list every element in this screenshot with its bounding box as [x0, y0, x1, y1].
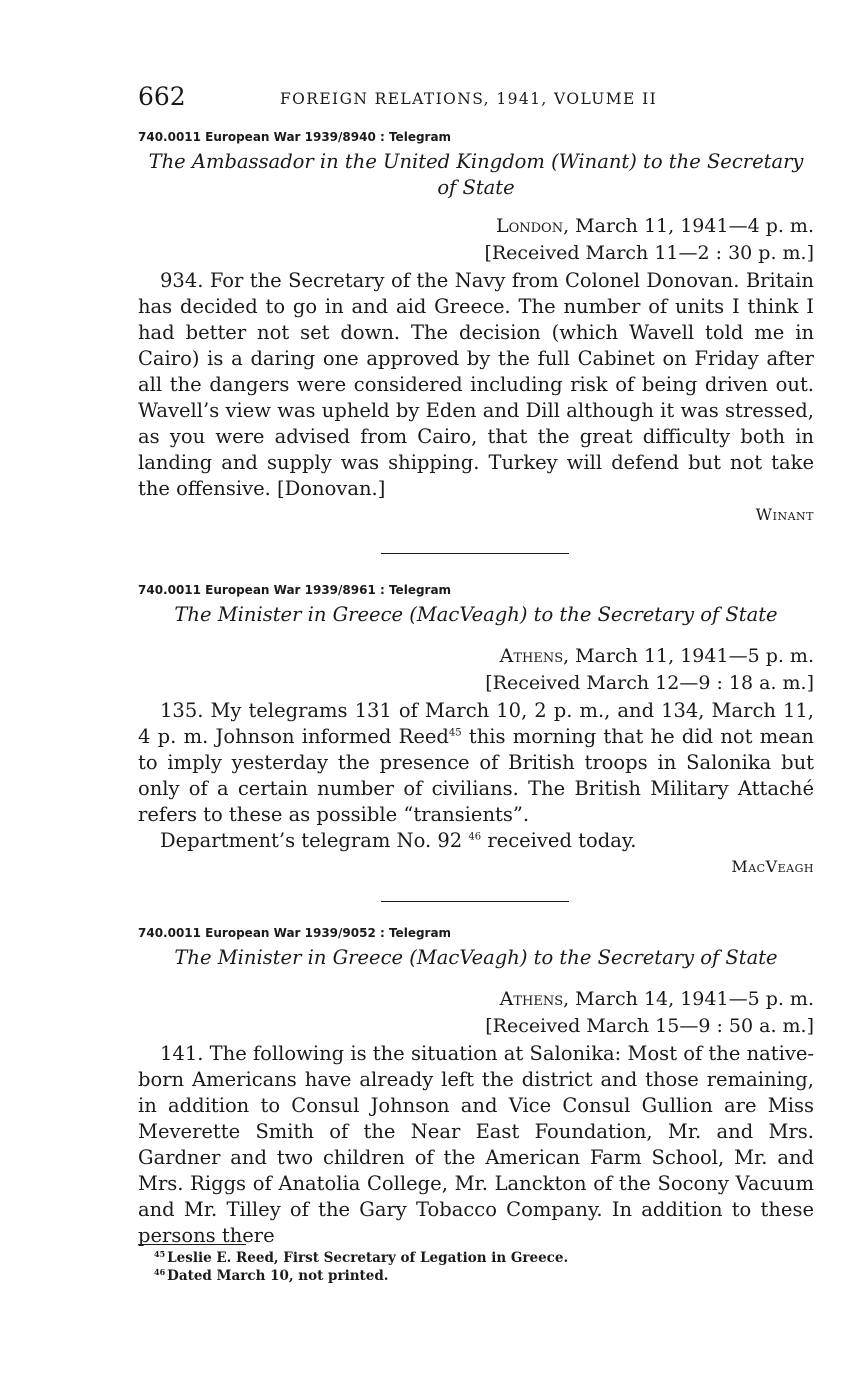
footnote-rule	[138, 1244, 246, 1245]
paragraph-text: received today.	[481, 829, 637, 852]
dateline-date: , March 14, 1941—5 p. m.	[563, 988, 814, 1010]
footnote-46	[154, 1267, 814, 1285]
section-divider	[381, 901, 569, 902]
file-reference: 740.0011 European War 1939/9052 : Telegram	[138, 926, 452, 940]
footnote-text: Leslie E. Reed, First Secretary of Legation in Greece.	[167, 1250, 569, 1266]
footnote-mark: 45	[154, 1248, 166, 1259]
received-note: [Received March 11—2 : 30 p. m.]	[484, 242, 814, 264]
telegram-135	[138, 582, 814, 878]
body-paragraph	[138, 698, 814, 828]
telegram-body	[138, 698, 814, 854]
telegram-body	[138, 1041, 814, 1249]
page-number: 662	[138, 82, 186, 111]
dateline	[138, 643, 814, 697]
telegram-141	[138, 925, 814, 1249]
file-reference: 740.0011 European War 1939/8940 : Telegram	[138, 130, 452, 144]
telegram-934	[138, 129, 814, 526]
paragraph-text: Department’s telegram No. 92	[160, 829, 463, 852]
signature: MacVeagh	[731, 857, 814, 876]
signature: Winant	[755, 505, 814, 524]
footnote-ref-46: 46	[468, 831, 482, 843]
dateline-place: London	[495, 215, 564, 237]
file-reference: 740.0011 European War 1939/8961 : Telegram	[138, 583, 452, 597]
running-header	[138, 82, 814, 114]
dateline	[138, 213, 814, 267]
paragraph-text: this morning that he did not mean to imply yesterday the presence of British troops in Salonika but only of a certain number of civilians. The British Military Attaché refers to these as possible “transients”.	[138, 725, 814, 826]
telegram-body	[138, 268, 814, 502]
telegram-heading: The Minister in Greece (MacVeagh) to the Secretary of State	[174, 946, 778, 969]
footnote-mark: 46	[154, 1266, 166, 1277]
running-title: FOREIGN RELATIONS, 1941, VOLUME II	[280, 90, 658, 108]
telegram-heading: The Minister in Greece (MacVeagh) to the Secretary of State	[174, 603, 778, 626]
dateline	[138, 986, 814, 1040]
footnote-45	[154, 1249, 814, 1267]
dateline-place: Athens	[499, 988, 564, 1010]
dateline-date: , March 11, 1941—4 p. m.	[563, 215, 814, 237]
dateline-date: , March 11, 1941—5 p. m.	[563, 645, 814, 667]
footnote-text: Dated March 10, not printed.	[167, 1268, 389, 1284]
footnotes	[154, 1249, 814, 1285]
received-note: [Received March 15—9 : 50 a. m.]	[485, 1015, 814, 1037]
body-paragraph: 934. For the Secretary of the Navy from Colonel Donovan. Britain has decided to go in and aid Greece. The number of units I think I had better not set down. The decision (which Wavell told me in Cairo) is a daring one approved by the full Cabinet on Friday after all the dangers were considered including risk of being driven out. Wavell’s view was upheld by Eden and Dill although it was stressed, as you were advised from Cairo, that the great difficulty both in landing and supply was shipping. Turkey will defend but not take the offensive. [Donovan.]	[138, 269, 814, 500]
received-note: [Received March 12—9 : 18 a. m.]	[485, 672, 814, 694]
footnote-ref-45: 45	[448, 727, 462, 739]
telegram-heading: The Ambassador in the United Kingdom (Winant) to the Secretary of State	[148, 150, 804, 199]
section-divider	[381, 553, 569, 554]
body-paragraph: 141. The following is the situation at Salonika: Most of the native-born Americans have already left the district and those remaining, in addition to Consul Johnson and Vice Consul Gullion are Miss Meverette Smith of the Near East Foundation, Mr. and Mrs. Gardner and two children of the American Farm School, Mr. and Mrs. Riggs of Anatolia College, Mr. Lanckton of the Socony Vacuum and Mr. Tilley of the Gary Tobacco Company. In addition to these persons there	[138, 1042, 814, 1247]
dateline-place: Athens	[499, 645, 564, 667]
paragraph-text: 135. My telegrams 131 of March 10, 2 p. m., and 134, March 11, 4 p. m. Johnson informed Reed	[138, 699, 814, 748]
body-paragraph	[138, 828, 814, 854]
